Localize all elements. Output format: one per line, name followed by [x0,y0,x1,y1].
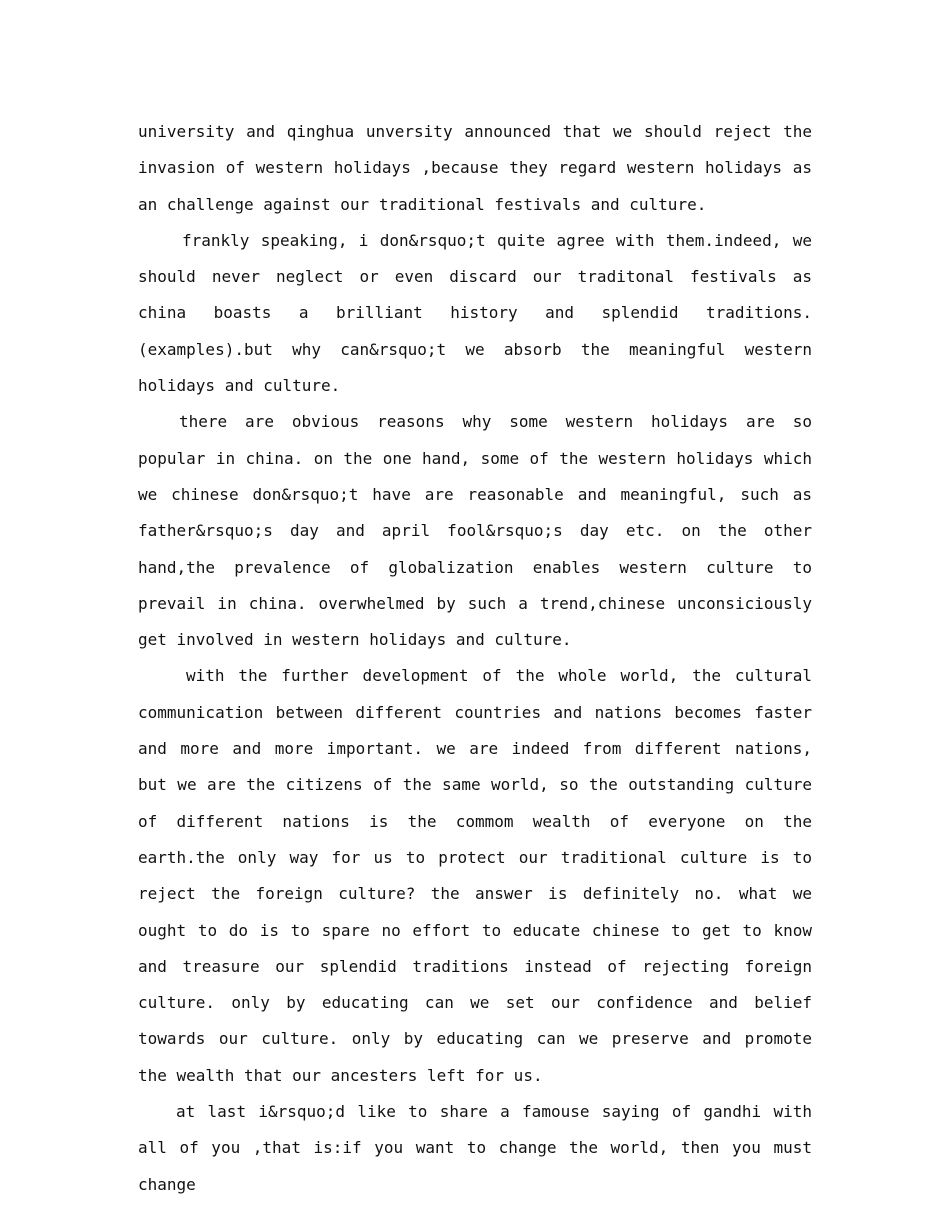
paragraph-continuation: university and qinghua unversity announced that we should reject the invasion of western holidays ,because they regard western holidays as an challenge against our traditional festivals and culture. [138,122,812,214]
paragraph-cultural-communication: with the further development of the whole world, the cultural communication between different countries and nations becomes faster and more and more important. we are indeed from different nations, but we are the citizens of the same world, so the outstanding culture of different nations is the commom wealth of everyone on the earth.the only way for us to protect our traditional culture is to reject the foreign culture? the answer is definitely no. what we ought to do is to spare no effort to educate chinese to get to know and treasure our splendid traditions instead of rejecting foreign culture. only by educating can we set our confidence and belief towards our culture. only by educating can we preserve and promote the wealth that our ancesters left for us. [138,666,812,1085]
paragraph-reasons: there are obvious reasons why some western holidays are so popular in china. on the one hand, some of the western holidays which we chinese don&rsquo;t have are reasonable and meaningful, such as father&rsquo;s day and april fool&rsquo;s day etc. on the other hand,the prevalence of globalization enables western culture to prevail in china. overwhelmed by such a trend,chinese unconsiciously get involved in western holidays and culture. [138,412,812,650]
essay-body [138,114,812,1203]
paragraph-conclusion: at last i&rsquo;d like to share a famouse saying of gandhi with all of you ,that is:if you want to change the world, then you must change [138,1102,812,1194]
paragraph-disagreement: frankly speaking, i don&rsquo;t quite agree with them.indeed, we should never neglect or even discard our traditonal festivals as china boasts a brilliant history and splendid traditions. (examples).but why can&rsquo;t we absorb the meaningful western holidays and culture. [138,230,812,396]
